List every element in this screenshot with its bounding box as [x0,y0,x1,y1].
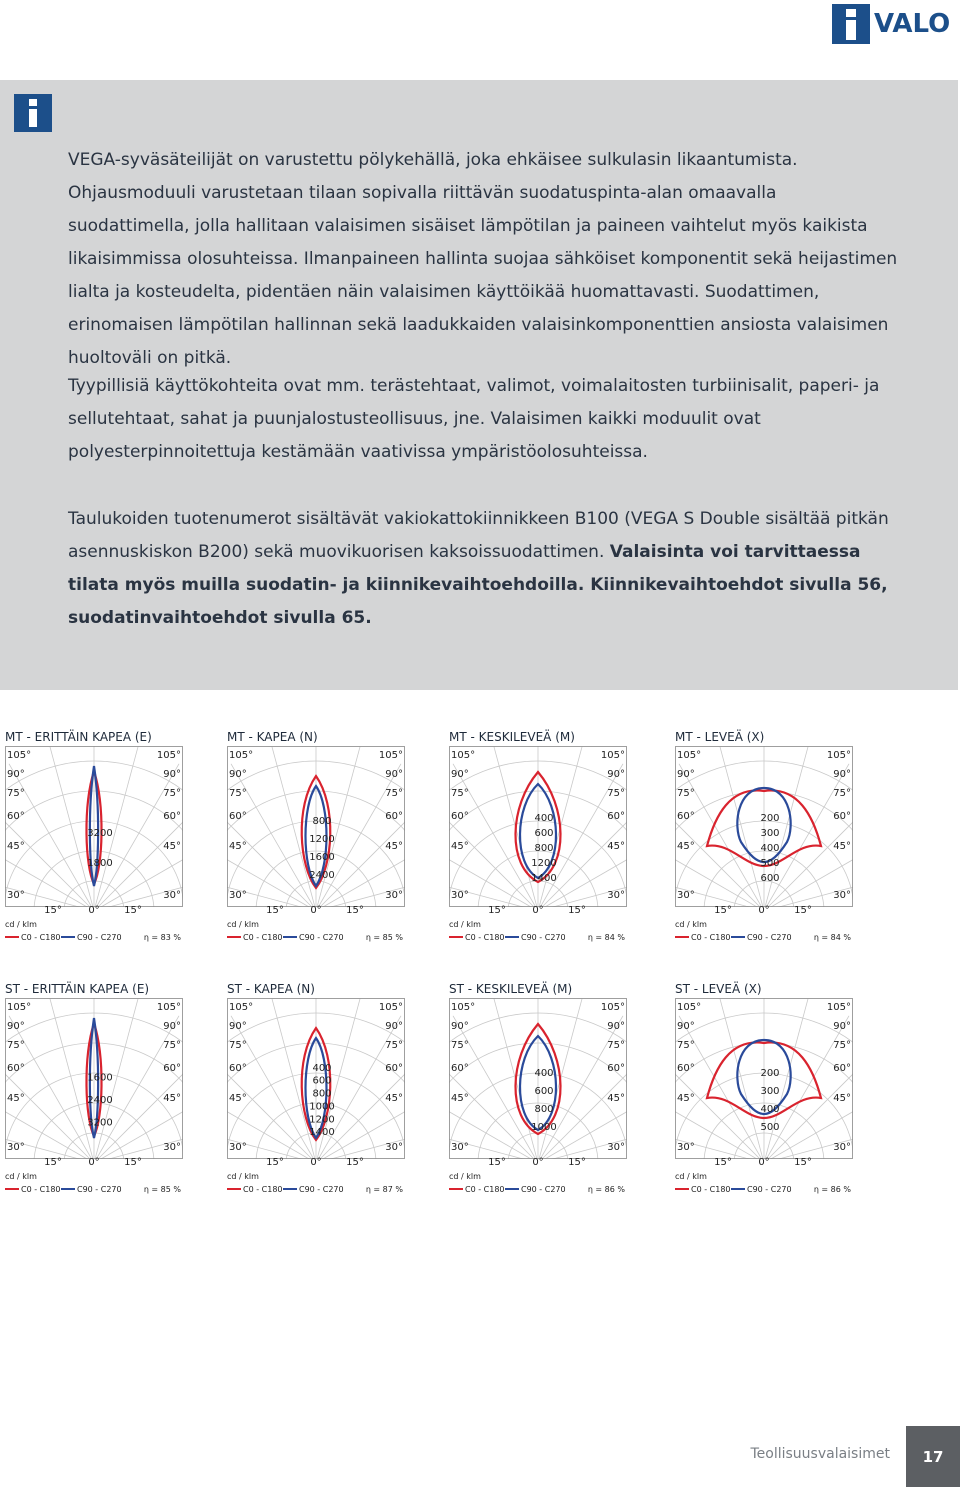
legend-red-label: C0 - C180 [243,1185,283,1194]
angle-label-left: 30° [229,890,247,901]
grid-radial [231,1016,316,1163]
angle-label-bottom: 15° [488,1157,506,1168]
diagram-card [675,982,857,1192]
legend-blue-label: C90 - C270 [299,1185,344,1194]
angle-label-right: 75° [385,788,403,799]
intensity-label: 3200 [87,1117,113,1129]
angle-label-left: 105° [7,1002,32,1013]
angle-label-left: 105° [677,750,702,761]
angle-label-right: 60° [385,811,403,822]
diagram-card [227,982,409,1192]
angle-label-bottom: 15° [44,905,62,916]
angle-label-bottom: 15° [488,905,506,916]
angle-label-right: 90° [607,769,625,780]
angle-label-right: 90° [163,769,181,780]
diagram-card [449,982,631,1192]
polar-diagram [5,998,183,1198]
angle-label-right: 45° [385,841,403,852]
angle-label-bottom: 0° [758,905,770,916]
unit-label: cd / klm [227,1172,259,1181]
efficiency-label: η = 84 % [587,933,625,942]
angle-label-bottom: 15° [346,1157,364,1168]
diagram-card [5,730,187,940]
angle-label-right: 30° [163,890,181,901]
grid-radial [94,1016,179,1163]
unit-label: cd / klm [5,920,37,929]
angle-label-left: 90° [451,769,469,780]
angle-label-bottom: 15° [266,1157,284,1168]
info-paragraph-3-text: Taulukoiden tuotenumerot sisältävät vakiokattokiinnikkeen B100 (VEGA S Double sisältää pitkän asennuskiskon B200) sekä muovikuorisen kaksoissuodattimen. [68,509,889,562]
angle-label-left: 45° [7,841,25,852]
angle-label-right: 105° [378,1002,403,1013]
intensity-label: 800 [312,816,332,827]
unit-label: cd / klm [675,1172,707,1181]
diagram-title: ST - KESKILEVEÄ (M) [449,982,573,996]
angle-label-bottom: 15° [266,905,284,916]
legend-red-label: C0 - C180 [243,933,283,942]
polar-diagram [227,746,405,946]
angle-label-left: 60° [229,811,247,822]
info-paragraph-2: Tyypillisiä käyttökohteita ovat mm. terästehtaat, valimot, voimalaitosten turbiinisalit, paperi- ja sellutehtaat, sahat ja puunjalostusteollisuus, jne. Valaisimen kaikki moduulit ovat polyesterpinnoitettuja kestämään vaativissa ympäristöolosuhteissa. [68,376,880,462]
angle-label-left: 45° [229,841,247,852]
intensity-label: 600 [534,828,554,839]
intensity-label: 1400 [309,1127,335,1139]
intensity-label: 800 [312,1088,332,1100]
angle-label-left: 105° [677,1002,702,1013]
polar-diagram [675,998,853,1198]
angle-label-right: 60° [833,811,851,822]
angle-label-left: 90° [7,1021,25,1032]
angle-label-right: 60° [607,811,625,822]
angle-label-left: 30° [677,890,695,901]
angle-label-left: 60° [451,811,469,822]
intensity-label: 1600 [309,852,335,863]
angle-label-right: 45° [607,841,625,852]
angle-label-left: 105° [7,750,32,761]
grid-radial [453,764,538,911]
intensity-label: 800 [534,1104,554,1115]
angle-label-bottom: 0° [310,1157,322,1168]
angle-label-right: 75° [833,1040,851,1051]
grid-radial [453,1016,538,1163]
intensity-label: 400 [760,1104,780,1115]
angle-label-right: 60° [385,1063,403,1074]
angle-label-right: 90° [163,1021,181,1032]
angle-label-bottom: 15° [346,905,364,916]
angle-label-right: 105° [826,750,851,761]
polar-diagram [449,746,627,946]
angle-label-left: 75° [451,1040,469,1051]
angle-label-right: 60° [163,1063,181,1074]
polar-diagram [227,998,405,1198]
intensity-label: 400 [760,843,780,854]
angle-label-right: 75° [833,788,851,799]
legend-blue-label: C90 - C270 [521,1185,566,1194]
angle-label-bottom: 0° [88,1157,100,1168]
legend-blue-label: C90 - C270 [747,933,792,942]
efficiency-label: η = 83 % [143,933,181,942]
angle-label-right: 75° [385,1040,403,1051]
intensity-label: 500 [760,1122,780,1133]
angle-label-left: 90° [229,1021,247,1032]
legend-red-label: C0 - C180 [21,933,61,942]
intensity-label: 1000 [531,1122,557,1133]
legend-blue-label: C90 - C270 [521,933,566,942]
angle-label-right: 30° [833,890,851,901]
grid-radial [9,764,94,911]
angle-label-bottom: 15° [124,1157,142,1168]
unit-label: cd / klm [449,920,481,929]
intensity-label: 1200 [309,834,335,845]
angle-label-right: 45° [833,841,851,852]
angle-label-right: 105° [826,1002,851,1013]
unit-label: cd / klm [227,920,259,929]
brand-logo [832,4,950,44]
angle-label-right: 105° [156,1002,181,1013]
intensity-label: 400 [534,813,554,824]
angle-label-right: 60° [833,1063,851,1074]
angle-label-left: 30° [7,1142,25,1153]
intensity-label: 2400 [87,1095,113,1106]
legend-red-label: C0 - C180 [691,933,731,942]
angle-label-right: 45° [607,1093,625,1104]
angle-label-left: 90° [451,1021,469,1032]
legend-red-label: C0 - C180 [21,1185,61,1194]
intensity-label: 600 [534,1086,554,1097]
intensity-label: 500 [760,858,780,869]
angle-label-left: 60° [677,811,695,822]
efficiency-label: η = 86 % [587,1185,625,1194]
diagram-title: MT - LEVEÄ (X) [675,730,765,744]
unit-label: cd / klm [5,1172,37,1181]
polar-diagram [675,746,853,946]
info-paragraph-3-bold: Valaisinta voi tarvittaessa tilata myös muilla suodatin- ja kiinnikevaihtoehdoilla. Kiinnikevaihtoehdot sivulla 56, suodatinvaihtoehdot sivulla 65. [68,542,888,628]
intensity-label: 3200 [87,828,113,839]
angle-label-bottom: 15° [794,1157,812,1168]
intensity-label: 800 [534,843,554,854]
angle-label-right: 90° [607,1021,625,1032]
diagram-title: ST - KAPEA (N) [227,982,315,996]
angle-label-right: 45° [833,1093,851,1104]
grid-radial [9,1016,94,1163]
angle-label-left: 75° [229,1040,247,1051]
angle-label-bottom: 0° [532,905,544,916]
angle-label-bottom: 15° [124,905,142,916]
angle-label-left: 60° [229,1063,247,1074]
angle-label-left: 75° [677,1040,695,1051]
intensity-label: 400 [312,1062,332,1074]
angle-label-right: 90° [833,1021,851,1032]
diagram-title: MT - ERITTÄIN KAPEA (E) [5,730,152,744]
efficiency-label: η = 84 % [813,933,851,942]
angle-label-left: 90° [229,769,247,780]
angle-label-bottom: 15° [714,905,732,916]
efficiency-label: η = 85 % [143,1185,181,1194]
angle-label-bottom: 15° [714,1157,732,1168]
angle-label-right: 105° [600,750,625,761]
angle-label-left: 105° [451,750,476,761]
angle-label-bottom: 15° [794,905,812,916]
grid-radial [679,1016,764,1163]
intensity-label: 1600 [87,1072,113,1084]
angle-label-right: 105° [156,750,181,761]
grid-radial [679,764,764,911]
angle-label-bottom: 15° [568,905,586,916]
legend-red-label: C0 - C180 [465,933,505,942]
legend-red-label: C0 - C180 [465,1185,505,1194]
intensity-label: 1800 [87,858,113,869]
angle-label-left: 105° [229,750,254,761]
angle-label-right: 30° [163,1142,181,1153]
angle-label-left: 30° [229,1142,247,1153]
angle-label-right: 90° [385,769,403,780]
angle-label-bottom: 0° [88,905,100,916]
angle-label-right: 30° [385,890,403,901]
legend-red-label: C0 - C180 [691,1185,731,1194]
angle-label-right: 75° [163,788,181,799]
intensity-label: 200 [760,813,780,824]
angle-label-right: 30° [607,1142,625,1153]
angle-label-left: 30° [451,890,469,901]
angle-label-right: 60° [607,1063,625,1074]
angle-label-left: 45° [229,1093,247,1104]
intensity-label: 300 [760,1086,780,1097]
angle-label-left: 90° [7,769,25,780]
angle-label-left: 60° [451,1063,469,1074]
diagram-card [5,982,187,1192]
angle-label-left: 75° [677,788,695,799]
angle-label-left: 105° [229,1002,254,1013]
angle-label-left: 30° [7,890,25,901]
intensity-label: 1000 [309,1101,335,1113]
angle-label-left: 45° [677,1093,695,1104]
angle-label-bottom: 0° [532,1157,544,1168]
info-paragraph-3 [68,503,902,635]
angle-label-right: 105° [378,750,403,761]
angle-label-bottom: 0° [310,905,322,916]
angle-label-left: 75° [7,1040,25,1051]
angle-label-left: 75° [451,788,469,799]
angle-label-right: 75° [607,1040,625,1051]
angle-label-left: 60° [7,1063,25,1074]
angle-label-bottom: 15° [568,1157,586,1168]
angle-label-right: 45° [163,841,181,852]
info-logo-icon [832,4,870,44]
diagram-card [675,730,857,940]
info-paragraph-1: VEGA-syväsäteilijät on varustettu pölykehällä, joka ehkäisee sulkulasin likaantumista. Ohjausmoduuli varustetaan tilaan sopivalla riittävän suodatuspinta-alan omaavalla suodattimella, jolla hallitaan valaisimen sisäiset lämpötilan ja paineen vaihtelut myös kaikista likaisimmissa olosuhteissa. Ilmanpaineen hallinta suojaa sähköiset komponentit sekä heijastimen lialta ja kosteudelta, pidentäen näin valaisimen käyttöikää huomattavasti. Suodattimen, erinomaisen lämpötilan hallinnan sekä laadukkaiden valaisinkomponenttien ansiosta valaisimen huoltoväli on pitkä. [68,150,898,368]
angle-label-left: 45° [451,1093,469,1104]
unit-label: cd / klm [449,1172,481,1181]
angle-label-left: 30° [451,1142,469,1153]
angle-label-left: 60° [7,811,25,822]
diagram-title: ST - ERITTÄIN KAPEA (E) [5,982,150,996]
angle-label-right: 30° [833,1142,851,1153]
efficiency-label: η = 87 % [365,1185,403,1194]
legend-blue-label: C90 - C270 [77,933,122,942]
polar-diagram [5,746,183,946]
intensity-label: 2400 [309,870,335,881]
intensity-label: 600 [760,873,780,884]
legend-blue-label: C90 - C270 [747,1185,792,1194]
section-name: Teollisuusvalaisimet [750,1446,890,1462]
angle-label-right: 30° [385,1142,403,1153]
angle-label-bottom: 0° [758,1157,770,1168]
angle-label-left: 75° [7,788,25,799]
polar-diagram [449,998,627,1198]
angle-label-right: 60° [163,811,181,822]
angle-label-right: 75° [163,1040,181,1051]
diagram-title: MT - KAPEA (N) [227,730,318,744]
angle-label-left: 45° [451,841,469,852]
legend-blue-label: C90 - C270 [77,1185,122,1194]
logo-text: VALO [874,9,951,39]
angle-label-right: 105° [600,1002,625,1013]
diagram-card [449,730,631,940]
angle-label-right: 75° [607,788,625,799]
angle-label-right: 90° [385,1021,403,1032]
angle-label-bottom: 15° [44,1157,62,1168]
efficiency-label: η = 85 % [365,933,403,942]
angle-label-right: 45° [163,1093,181,1104]
angle-label-left: 45° [7,1093,25,1104]
legend-blue-label: C90 - C270 [299,933,344,942]
intensity-label: 600 [312,1075,332,1087]
angle-label-left: 45° [677,841,695,852]
angle-label-right: 90° [833,769,851,780]
angle-label-right: 30° [607,890,625,901]
intensity-label: 400 [534,1068,554,1079]
angle-label-right: 45° [385,1093,403,1104]
grid-radial [231,764,316,911]
angle-label-left: 90° [677,769,695,780]
intensity-label: 1200 [531,858,557,869]
diagram-title: MT - KESKILEVEÄ (M) [449,730,575,744]
info-icon [14,94,52,132]
efficiency-label: η = 86 % [813,1185,851,1194]
unit-label: cd / klm [675,920,707,929]
diagram-card [227,730,409,940]
angle-label-left: 75° [229,788,247,799]
intensity-label: 1400 [531,873,557,884]
intensity-label: 200 [760,1068,780,1079]
diagram-title: ST - LEVEÄ (X) [675,982,762,996]
angle-label-left: 60° [677,1063,695,1074]
intensity-label: 300 [760,828,780,839]
page-number: 17 [906,1426,960,1487]
angle-label-left: 105° [451,1002,476,1013]
angle-label-left: 90° [677,1021,695,1032]
intensity-label: 1200 [309,1114,335,1126]
angle-label-left: 30° [677,1142,695,1153]
